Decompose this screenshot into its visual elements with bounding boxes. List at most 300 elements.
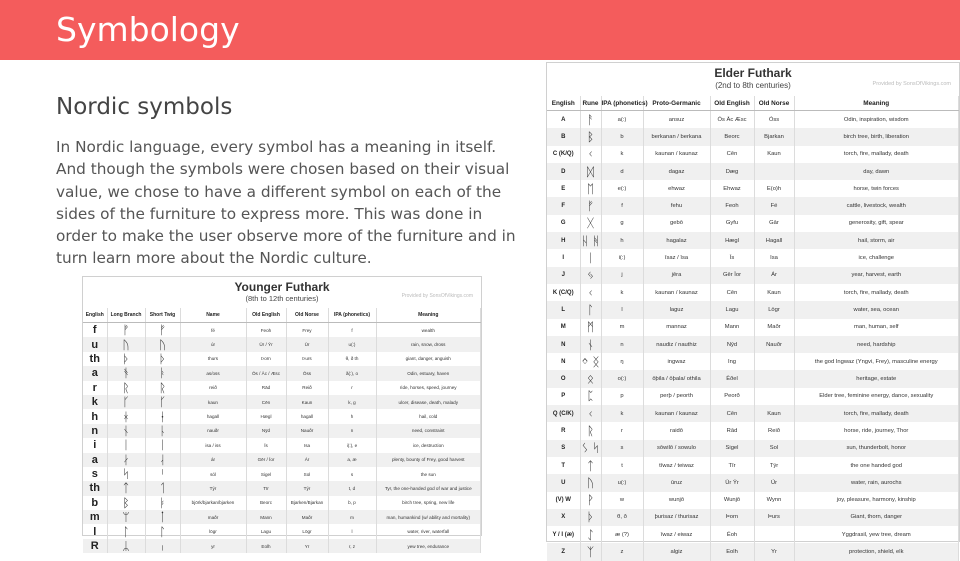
- table-cell: ᛚ: [107, 524, 145, 538]
- table-cell: Nauðr: [754, 336, 794, 353]
- table-cell: n: [328, 424, 376, 438]
- column-header: Short Twig: [145, 308, 180, 323]
- table-cell: ice, challenge: [794, 249, 959, 266]
- table-cell: Ēoh: [710, 526, 754, 543]
- table-cell: hail, storm, air: [794, 232, 959, 249]
- table-cell: k, g: [328, 395, 376, 409]
- table-cell: ride, horses, speed, journey: [376, 381, 481, 395]
- table-cell: Ing: [710, 353, 754, 370]
- table-cell: m: [328, 510, 376, 524]
- table-row: [83, 381, 481, 395]
- table-row: [547, 353, 959, 370]
- table-cell: mannaz: [643, 319, 710, 336]
- table-cell: X: [547, 509, 580, 526]
- table-cell: ᛌ: [145, 467, 180, 481]
- table-cell: T: [547, 457, 580, 474]
- table-cell: berkanan / berkana: [643, 128, 710, 145]
- column-header: Old English: [246, 308, 286, 323]
- table-cell: Gēr / Īor: [246, 453, 286, 467]
- table-cell: p: [601, 388, 643, 405]
- table-cell: yew tree, endurance: [376, 539, 481, 553]
- table-cell: Lögr: [754, 301, 794, 318]
- table-cell: Nauðr: [286, 424, 328, 438]
- table-row: [547, 180, 959, 197]
- table-cell: f: [83, 323, 107, 338]
- column-header: Old Norse: [754, 96, 794, 111]
- table-cell: naudiz / nauthiz: [643, 336, 710, 353]
- table-cell: ūruz: [643, 474, 710, 491]
- table-cell: gebō: [643, 215, 710, 232]
- table-cell: r: [601, 422, 643, 439]
- table-cell: year, harvest, earth: [794, 267, 959, 284]
- table-cell: k: [601, 146, 643, 163]
- younger-futhark-table-image: [82, 276, 482, 554]
- table-cell: a(:): [601, 111, 643, 129]
- table-cell: ᚢ: [580, 474, 601, 491]
- table-cell: as/oss: [180, 366, 246, 380]
- table-cell: J: [547, 267, 580, 284]
- table-cell: Nȳd: [710, 336, 754, 353]
- table-row: [547, 422, 959, 439]
- table-cell: þurisaz / thurisaz: [643, 509, 710, 526]
- column-header: Rune: [580, 96, 601, 111]
- table-cell: Bjarken/Bjarkan: [286, 496, 328, 510]
- table-row: [83, 323, 481, 338]
- table-cell: ᚴ: [145, 395, 180, 409]
- table-cell: ᛚ: [145, 524, 180, 538]
- table-cell: H: [547, 232, 580, 249]
- table-row: [547, 267, 959, 284]
- table-cell: Þorn: [710, 509, 754, 526]
- table-cell: kaun: [180, 395, 246, 409]
- table-cell: man, human, self: [794, 319, 959, 336]
- table-cell: ᛧ: [145, 539, 180, 553]
- table-cell: nauðr: [180, 424, 246, 438]
- table-cell: giant, danger, anguish: [376, 352, 481, 366]
- table-row: [83, 496, 481, 510]
- table-cell: ᚾ: [580, 336, 601, 353]
- table-cell: ᛘ: [107, 510, 145, 524]
- elder-futhark-subtitle: (2nd to 8th centuries): [715, 81, 791, 90]
- table-cell: hagall: [286, 409, 328, 423]
- table-row: [547, 457, 959, 474]
- table-cell: tīwaz / teiwaz: [643, 457, 710, 474]
- slide-title: Symbology: [56, 10, 240, 49]
- table-cell: æ (?): [601, 526, 643, 543]
- table-cell: U: [547, 474, 580, 491]
- table-cell: the god Ingwaz (Yngvi, Frey), masculine energy: [794, 353, 959, 370]
- table-cell: j: [601, 267, 643, 284]
- table-cell: Peorð: [710, 388, 754, 405]
- table-cell: ᚢ: [107, 337, 145, 351]
- younger-futhark-title: Younger Futhark: [234, 280, 330, 294]
- table-row: [547, 301, 959, 318]
- younger-futhark-header-row: [83, 308, 481, 323]
- table-row: [83, 409, 481, 423]
- table-cell: rain, snow, dross: [376, 337, 481, 351]
- section-body-text: In Nordic language, every symbol has a meaning in itself. And though the symbols were chosen based on their visual value, we chose to have a different symbol on each of the sides of the furniture to express more. This was done in order to make the user observe more of the furniture and in turn learn more about the Nordic culture.: [56, 138, 516, 268]
- table-cell: kaunan / kaunaz: [643, 405, 710, 422]
- table-cell: θ, ð: [601, 509, 643, 526]
- table-cell: E: [547, 180, 580, 197]
- table-cell: úr: [180, 337, 246, 351]
- table-row: [83, 352, 481, 366]
- table-cell: Īs: [246, 438, 286, 452]
- table-cell: ᚦ: [580, 509, 601, 526]
- table-cell: Īs: [710, 249, 754, 266]
- table-cell: R: [83, 539, 107, 553]
- column-header: Meaning: [794, 96, 959, 111]
- table-cell: o(:): [601, 370, 643, 387]
- table-row: [547, 146, 959, 163]
- table-cell: Ōs Āc Æsc: [710, 111, 754, 129]
- table-cell: hagall: [180, 409, 246, 423]
- table-cell: water, rain, aurochs: [794, 474, 959, 491]
- table-cell: Hægl: [710, 232, 754, 249]
- table-cell: Ár: [286, 453, 328, 467]
- table-cell: C (K/Q): [547, 146, 580, 163]
- table-cell: Hagall: [754, 232, 794, 249]
- column-header: IPA (phonetics): [328, 308, 376, 323]
- table-cell: ᛈ: [580, 388, 601, 405]
- table-row: [547, 111, 959, 129]
- younger-futhark-subtitle: (8th to 12th centuries): [245, 294, 319, 303]
- table-cell: l: [83, 524, 107, 538]
- table-cell: [754, 370, 794, 387]
- table-cell: Cēn: [246, 395, 286, 409]
- table-cell: ᚬ: [107, 366, 145, 380]
- table-cell: l: [601, 301, 643, 318]
- table-row: [547, 128, 959, 145]
- table-cell: need, constraint: [376, 424, 481, 438]
- table-cell: m: [601, 319, 643, 336]
- table-cell: Rād: [246, 381, 286, 395]
- table-cell: need, hardship: [794, 336, 959, 353]
- table-cell: Þorn: [246, 352, 286, 366]
- table-cell: Yggdrasil, yew tree, dream: [794, 526, 959, 543]
- table-cell: ᛁ: [580, 249, 601, 266]
- table-cell: Z: [547, 543, 580, 560]
- table-cell: P: [547, 388, 580, 405]
- table-cell: Yr: [754, 543, 794, 560]
- table-row: [83, 424, 481, 438]
- table-cell: [754, 163, 794, 180]
- table-cell: ᛐ: [145, 481, 180, 495]
- table-cell: ᚠ: [145, 323, 180, 338]
- table-cell: b: [601, 128, 643, 145]
- younger-futhark-credit: Provided by SonsOfVikings.com: [401, 293, 473, 299]
- table-cell: Lögr: [286, 524, 328, 538]
- table-row: [83, 395, 481, 409]
- table-cell: R: [547, 422, 580, 439]
- table-cell: r: [83, 381, 107, 395]
- table-cell: ansuz: [643, 111, 710, 129]
- table-cell: Ōs / Āc / Æsc: [246, 366, 286, 380]
- table-cell: a, æ: [328, 453, 376, 467]
- table-cell: perþ / peorth: [643, 388, 710, 405]
- table-cell: Ōss: [286, 366, 328, 380]
- table-cell: fé: [180, 323, 246, 338]
- table-cell: Wynn: [754, 492, 794, 509]
- table-cell: Feoh: [710, 197, 754, 214]
- table-cell: ᚴ: [107, 395, 145, 409]
- table-cell: Kaun: [754, 146, 794, 163]
- table-cell: torch, fire, mallady, death: [794, 146, 959, 163]
- table-cell: a: [83, 366, 107, 380]
- table-cell: w: [601, 492, 643, 509]
- table-cell: θ, ð th: [328, 352, 376, 366]
- table-cell: th: [83, 352, 107, 366]
- table-cell: raidō: [643, 422, 710, 439]
- table-cell: s: [601, 440, 643, 457]
- table-cell: [754, 388, 794, 405]
- table-row: [547, 405, 959, 422]
- table-cell: ᛅ: [107, 453, 145, 467]
- table-cell: ár: [180, 453, 246, 467]
- table-cell: b: [83, 496, 107, 510]
- table-cell: Odin, estuary, haven: [376, 366, 481, 380]
- table-cell: [754, 353, 794, 370]
- table-cell: ᛋ: [107, 467, 145, 481]
- table-cell: Giant, thorn, danger: [794, 509, 959, 526]
- table-cell: g: [601, 215, 643, 232]
- table-cell: Kaun: [754, 405, 794, 422]
- table-cell: joy, pleasure, harmony, kinship: [794, 492, 959, 509]
- table-cell: ᚽ: [145, 409, 180, 423]
- table-cell: B: [547, 128, 580, 145]
- table-cell: N: [547, 336, 580, 353]
- table-cell: ᚾ: [107, 424, 145, 438]
- table-cell: ice, destruction: [376, 438, 481, 452]
- table-cell: Tīr: [710, 457, 754, 474]
- table-cell: sōwilō / sowulo: [643, 440, 710, 457]
- table-cell: ᚦ: [145, 352, 180, 366]
- table-cell: ᛟ: [580, 370, 601, 387]
- table-cell: Mann: [710, 319, 754, 336]
- table-cell: björk/bjarkan/bjarken: [180, 496, 246, 510]
- table-cell: Ūr Ȳr: [710, 474, 754, 491]
- table-cell: birch tree, birth, liberation: [794, 128, 959, 145]
- table-cell: dagaz: [643, 163, 710, 180]
- table-cell: īwaz / eiwaz: [643, 526, 710, 543]
- table-cell: ᛃ: [580, 267, 601, 284]
- table-cell: Isa: [754, 249, 794, 266]
- table-cell: Beorc: [710, 128, 754, 145]
- table-cell: ᛗ: [580, 319, 601, 336]
- table-row: [547, 509, 959, 526]
- table-cell: r, z: [328, 539, 376, 553]
- table-row: [547, 336, 959, 353]
- table-cell: Sol: [754, 440, 794, 457]
- table-cell: ᚠ: [580, 197, 601, 214]
- table-cell: ulcer, disease, death, malady: [376, 395, 481, 409]
- table-cell: A: [547, 111, 580, 129]
- table-row: [547, 284, 959, 301]
- table-row: [547, 440, 959, 457]
- table-cell: E(o)h: [754, 180, 794, 197]
- table-cell: s: [83, 467, 107, 481]
- table-row: [547, 370, 959, 387]
- table-cell: Kaun: [754, 284, 794, 301]
- table-row: [83, 539, 481, 553]
- table-cell: I: [547, 249, 580, 266]
- table-cell: ōþila / ōþala/ othila: [643, 370, 710, 387]
- table-cell: Ēðel: [710, 370, 754, 387]
- table-cell: Sigel: [246, 467, 286, 481]
- table-cell: ᛙ: [145, 510, 180, 524]
- table-cell: ã(:), o: [328, 366, 376, 380]
- column-header: English: [83, 308, 107, 323]
- table-row: [547, 388, 959, 405]
- table-cell: plenty, bounty of Frey, good harvest: [376, 453, 481, 467]
- table-cell: Týr: [286, 481, 328, 495]
- table-cell: [754, 526, 794, 543]
- table-cell: torch, fire, mallady, death: [794, 284, 959, 301]
- table-row: [83, 481, 481, 495]
- elder-futhark-table-image: [546, 62, 960, 560]
- table-cell: Eolh: [246, 539, 286, 553]
- table-cell: u(:): [601, 474, 643, 491]
- table-cell: birch tree, spring, new life: [376, 496, 481, 510]
- table-cell: Maðr: [286, 510, 328, 524]
- table-cell: horse, ride, journey, Thor: [794, 422, 959, 439]
- table-cell: ᚢ: [145, 337, 180, 351]
- table-cell: sól: [180, 467, 246, 481]
- table-cell: hagalaz: [643, 232, 710, 249]
- table-cell: Fé: [754, 197, 794, 214]
- table-row: [83, 438, 481, 452]
- table-cell: Kaun: [286, 395, 328, 409]
- table-cell: the sun: [376, 467, 481, 481]
- table-cell: Reið: [286, 381, 328, 395]
- table-cell: water, river, waterfall: [376, 524, 481, 538]
- table-cell: generosity, gift, spear: [794, 215, 959, 232]
- table-cell: Tīr: [246, 481, 286, 495]
- table-cell: ᚿ: [145, 424, 180, 438]
- table-cell: a: [83, 453, 107, 467]
- table-cell: Y / I (æ): [547, 526, 580, 543]
- table-cell: Þurs: [754, 509, 794, 526]
- table-cell: ᚱ: [145, 381, 180, 395]
- column-header: IPA (phonetics): [601, 96, 643, 111]
- table-cell: ᛉ: [580, 543, 601, 560]
- table-row: [547, 543, 959, 560]
- table-row: [547, 232, 959, 249]
- table-cell: ᛏ: [580, 457, 601, 474]
- table-row: [83, 366, 481, 380]
- table-cell: Cēn: [710, 284, 754, 301]
- table-cell: ᛁ: [107, 438, 145, 452]
- table-cell: Gār: [754, 215, 794, 232]
- table-cell: ingwaz: [643, 353, 710, 370]
- table-cell: u(:): [328, 337, 376, 351]
- table-cell: laguz: [643, 301, 710, 318]
- table-cell: Bjarkan: [754, 128, 794, 145]
- table-cell: l: [328, 524, 376, 538]
- table-cell: ᚦ: [107, 352, 145, 366]
- table-cell: h: [83, 409, 107, 423]
- table-cell: u: [83, 337, 107, 351]
- table-cell: Lagu: [710, 301, 754, 318]
- table-cell: Hægl: [246, 409, 286, 423]
- table-cell: ᛏ: [107, 481, 145, 495]
- table-cell: ᚨ: [580, 111, 601, 129]
- column-header: Old Norse: [286, 308, 328, 323]
- table-cell: Reið: [754, 422, 794, 439]
- table-cell: Q (C/K): [547, 405, 580, 422]
- table-cell: Cēn: [710, 146, 754, 163]
- table-cell: fehu: [643, 197, 710, 214]
- table-cell: Cēn: [710, 405, 754, 422]
- table-cell: sun, thunderbolt, honor: [794, 440, 959, 457]
- table-cell: i(:): [601, 249, 643, 266]
- elder-futhark-credit: Provided by SonsOfVikings.com: [872, 81, 951, 87]
- table-cell: Rād: [710, 422, 754, 439]
- elder-futhark-body: [547, 111, 959, 561]
- column-header: Name: [180, 308, 246, 323]
- table-cell: Elder tree, feminine energy, dance, sexuality: [794, 388, 959, 405]
- table-cell: Odin, inspiration, wisdom: [794, 111, 959, 129]
- table-cell: ᛆ: [145, 453, 180, 467]
- table-cell: maðr: [180, 510, 246, 524]
- table-cell: Lagu: [246, 524, 286, 538]
- table-cell: k: [83, 395, 107, 409]
- table-cell: ehwaz: [643, 180, 710, 197]
- table-row: [547, 319, 959, 336]
- table-cell: ᛚ: [580, 301, 601, 318]
- table-cell: Sol: [286, 467, 328, 481]
- table-row: [547, 215, 959, 232]
- table-row: [547, 249, 959, 266]
- table-cell: ᛜ ᛝ: [581, 354, 600, 369]
- column-header: Long Branch: [107, 308, 145, 323]
- table-cell: Mann: [246, 510, 286, 524]
- table-cell: Þurs: [286, 352, 328, 366]
- table-row: [547, 197, 959, 214]
- table-cell: ᚲ: [580, 405, 601, 422]
- table-cell: Ehwaz: [710, 180, 754, 197]
- table-cell: Isa: [286, 438, 328, 452]
- table-cell: protection, shield, elk: [794, 543, 959, 560]
- table-cell: Yr: [286, 539, 328, 553]
- table-cell: Wunjō: [710, 492, 754, 509]
- table-cell: Gēr Īor: [710, 267, 754, 284]
- table-cell: Feoh: [246, 323, 286, 338]
- column-header: Meaning: [376, 308, 481, 323]
- table-cell: īsaz / īsa: [643, 249, 710, 266]
- table-cell: kaunan / kaunaz: [643, 146, 710, 163]
- table-cell: s: [328, 467, 376, 481]
- table-cell: z: [601, 543, 643, 560]
- table-cell: L: [547, 301, 580, 318]
- table-cell: t: [601, 457, 643, 474]
- table-cell: N: [547, 353, 580, 370]
- table-cell: ᚠ: [107, 323, 145, 338]
- table-cell: ᛁ: [145, 438, 180, 452]
- table-cell: Gyfu: [710, 215, 754, 232]
- table-cell: ᛒ: [107, 496, 145, 510]
- column-header: English: [547, 96, 580, 111]
- table-cell: algiz: [643, 543, 710, 560]
- younger-futhark-body: [83, 323, 481, 554]
- table-cell: reið: [180, 381, 246, 395]
- table-cell: b, p: [328, 496, 376, 510]
- table-row: [83, 510, 481, 524]
- table-cell: cattle, livestock, wealth: [794, 197, 959, 214]
- table-cell: ᚷ: [580, 215, 601, 232]
- elder-futhark-table: [547, 96, 959, 561]
- table-cell: D: [547, 163, 580, 180]
